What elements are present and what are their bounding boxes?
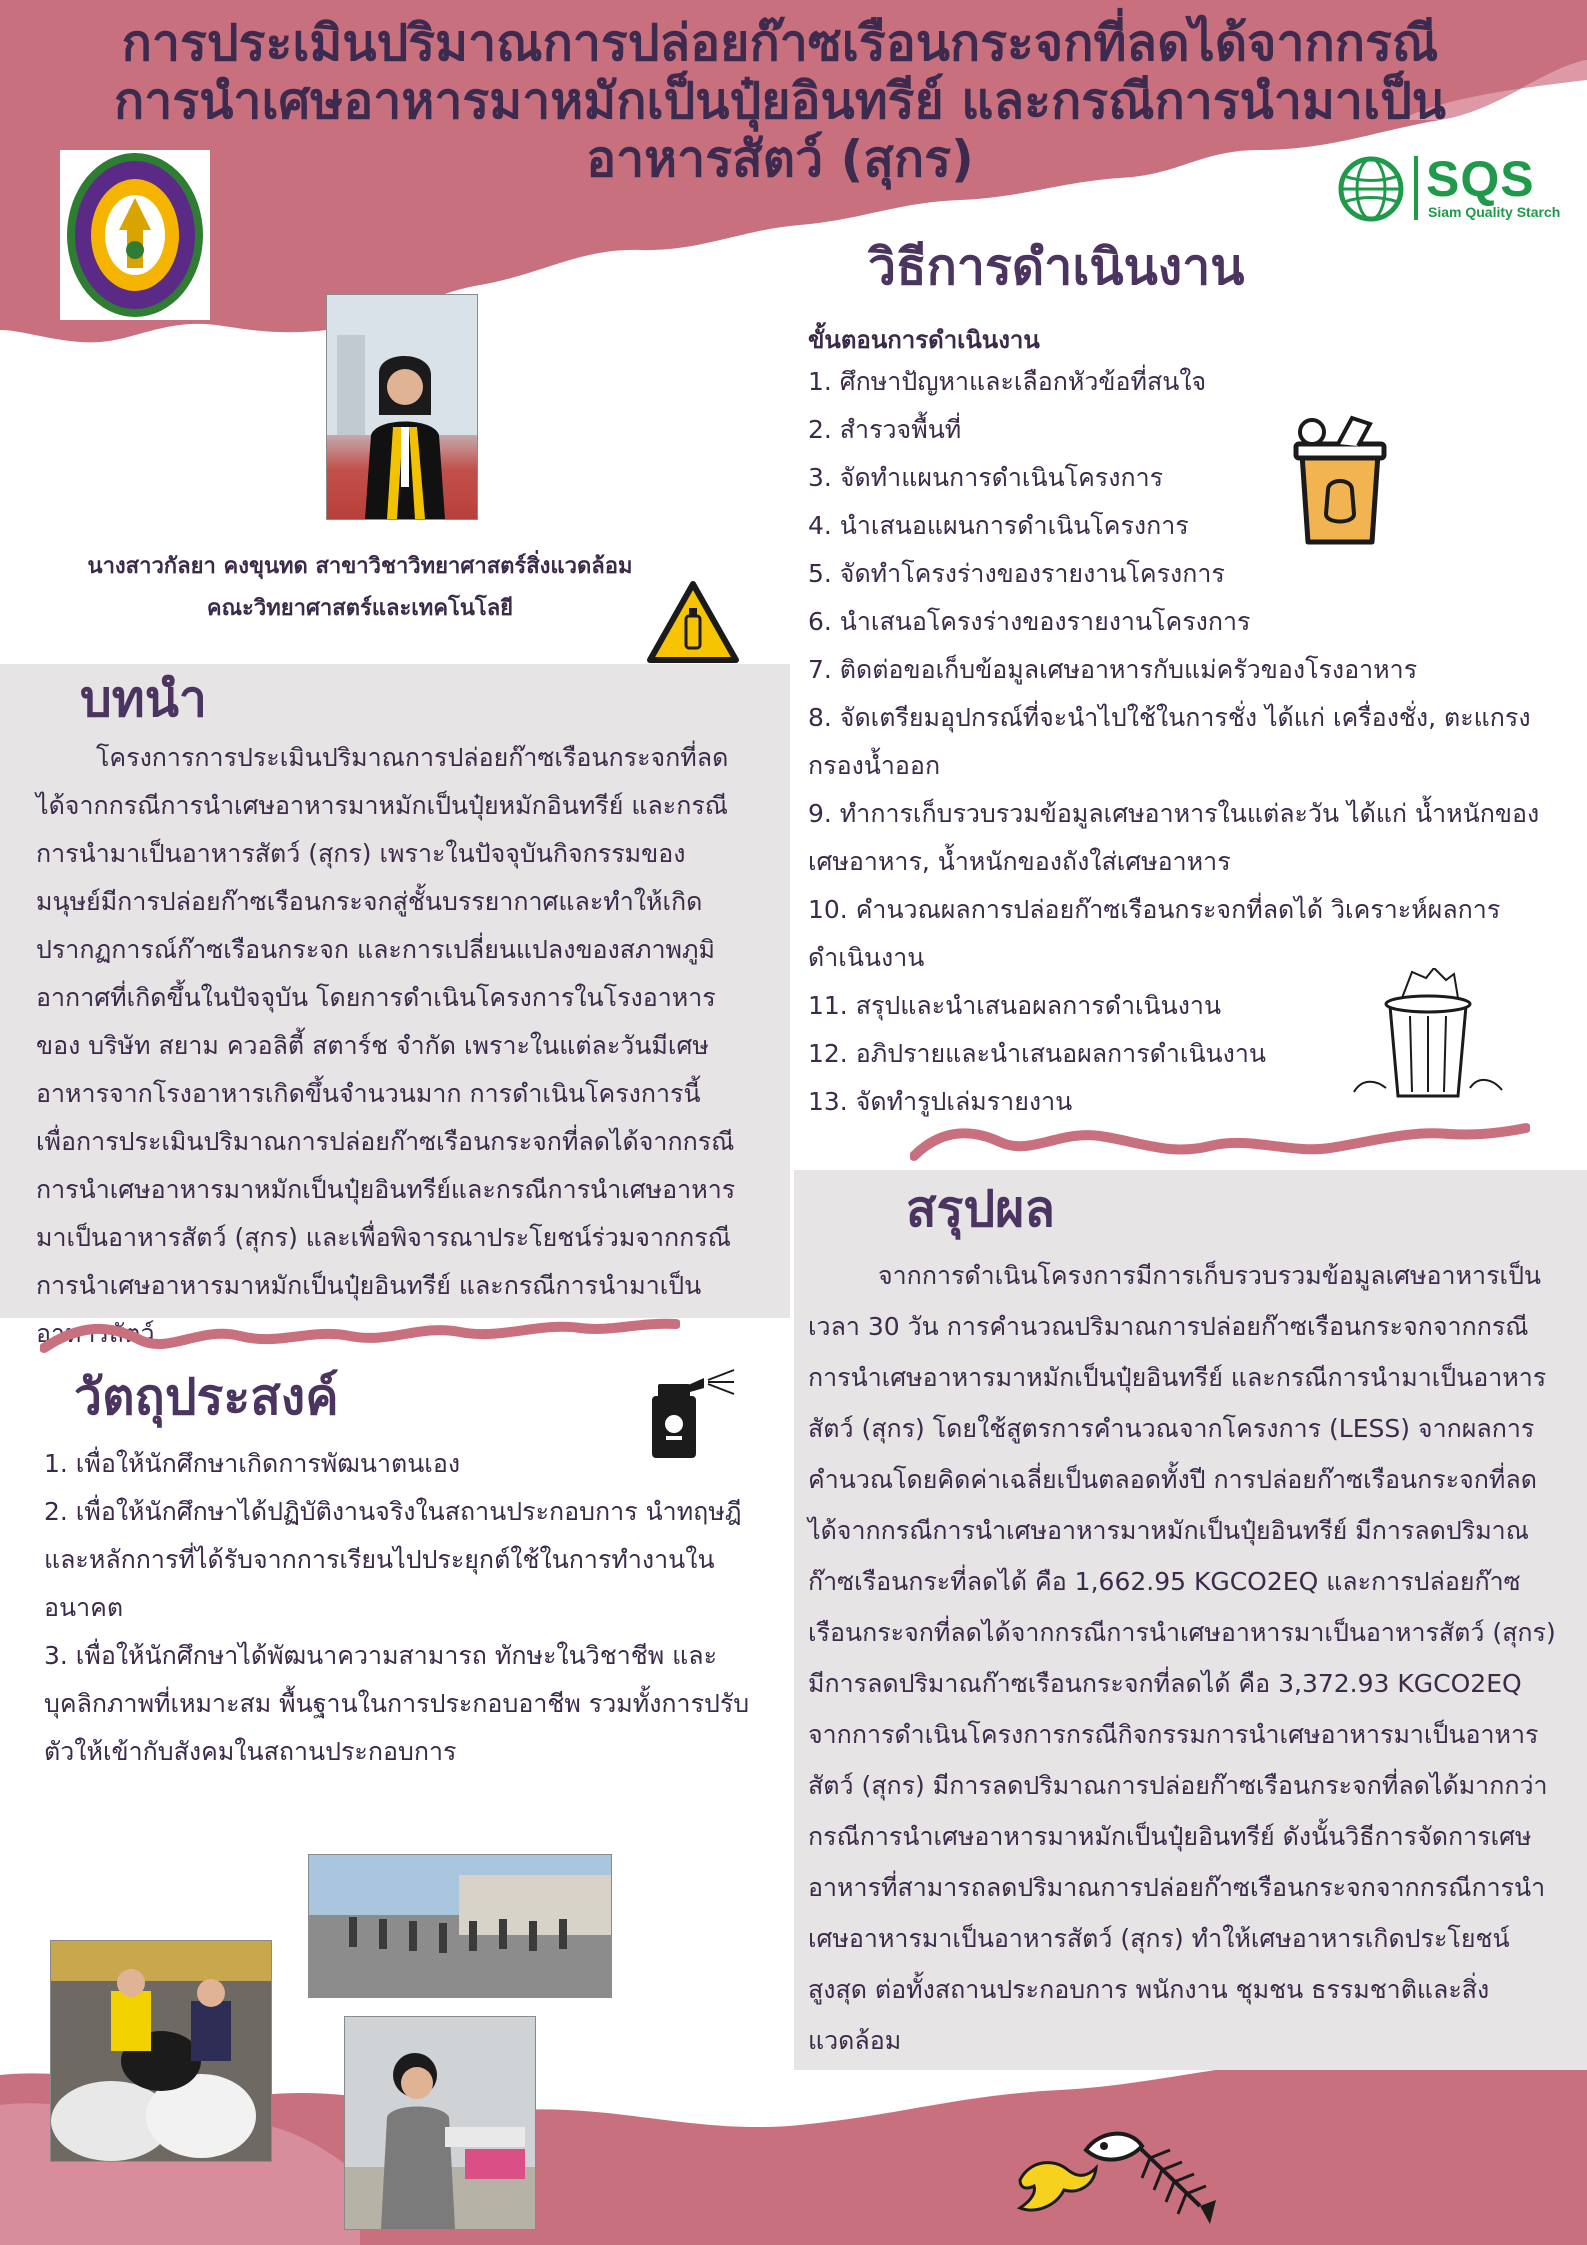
method-heading: วิธีการดำเนินงาน (868, 238, 1245, 296)
intro-heading: บทนำ (80, 670, 207, 728)
trash-can-sketch-icon (1346, 968, 1506, 1104)
method-step: 4. นำเสนอแผนการดำเนินโครงการ (808, 511, 1189, 540)
method-step: 13. จัดทำรูปเล่มรายงาน (808, 1087, 1073, 1116)
method-step: 10. คำนวณผลการปล่อยก๊าซเรือนกระจกที่ลดได้ วิเคราะห์ผลการดำเนินงาน (808, 895, 1501, 972)
objectives-list (44, 1440, 764, 1776)
method-step: 1. ศึกษาปัญหาและเลือกหัวข้อที่สนใจ (808, 367, 1207, 396)
author-photo (326, 294, 478, 520)
objectives-heading: วัตถุประสงค์ (74, 1368, 339, 1426)
method-step: 11. สรุปและนำเสนอผลการดำเนินงาน (808, 991, 1222, 1020)
wave-divider (40, 1318, 680, 1358)
method-step: 12. อภิปรายและนำเสนอผลการดำเนินงาน (808, 1039, 1266, 1068)
sqs-logo-text: SQS (1426, 151, 1535, 207)
method-subheading: ขั้นตอนการดำเนินงาน (808, 326, 1040, 354)
objective-item: 2. เพื่อให้นักศึกษาได้ปฏิบัติงานจริงในสถานประกอบการ นำทฤษฎีและหลักการที่ได้รับจากการเรียนไปประยุกต์ใช้ในการทำงานในอนาคต (44, 1497, 742, 1622)
method-step: 3. จัดทำแผนการดำเนินโครงการ (808, 463, 1164, 492)
conclusion-paragraph: จากการดำเนินโครงการมีการเก็บรวบรวมข้อมูลเศษอาหารเป็นเวลา 30 วัน การคำนวณปริมาณการปล่อยก๊าซเรือนกระจกจากกรณีการนำเศษอาหารมาหมักเป็นปุ๋ยอินทรีย์ และกรณีการนำมาเป็นอาหารสัตว์ (สุกร) โดยใช้สูตรการคำนวณจากโครงการ (LESS) จากผลการคำนวณโดยคิดค่าเฉลี่ยเป็นตลอดทั้งปี การปล่อยก๊าซเรือนกระจกที่ลดได้จากกรณีการนำเศษอาหารมาหมักเป็นปุ๋ยอินทรีย์ มีการลดปริมาณก๊าซเรือนกระที่ลดได้ คือ 1,662.95 KGCO2EQ และการปล่อยก๊าซเรือนกระจกที่ลดได้จากกรณีการนำเศษอาหารมาเป็นอาหารสัตว์ (สุกร) มีการลดปริมาณก๊าซเรือนกระจกที่ลดได้ คือ 3,372.93 KGCO2EQ จากการดำเนินโครงการกรณีกิจกรรมการนำเศษอาหารมาเป็นอาหารสัตว์ (สุกร) มีการลดปริมาณการปล่อยก๊าซเรือนกระจกที่ลดได้มากกว่า กรณีการนำเศษอาหารมาหมักเป็นปุ๋ยอินทรีย์ ดังนั้นวิธีการจัดการเศษอาหารที่สามารถลดปริมาณการปล่อยก๊าซเรือนกระจกจากกรณีการนำเศษอาหารมาเป็นอาหารสัตว์ (สุกร) ทำให้เศษอาหารเกิดประโยชน์สูงสุด ต่อทั้งสถานประกอบการ พนักงาน ชุมชน ธรรมชาติและสิ่งแวดล้อม (808, 1261, 1556, 2055)
site-photo-waste-bags (50, 1940, 272, 2162)
warning-triangle-icon (646, 580, 740, 664)
objective-item: 1. เพื่อให้นักศึกษาเกิดการพัฒนาตนเอง (44, 1449, 461, 1478)
university-logo-icon (60, 150, 210, 320)
author-name: นางสาวกัลยา คงขุนทด สาขาวิชาวิทยาศาสตร์สิ่งแวดล้อม (87, 554, 633, 579)
intro-paragraph: โครงการการประเมินปริมาณการปล่อยก๊าซเรือนกระจกที่ลดได้จากกรณีการนำเศษอาหารมาหมักเป็นปุ๋ยหมักอินทรีย์ และกรณีการนำมาเป็นอาหารสัตว์ (สุกร) เพราะในปัจจุบันกิจกรรมของมนุษย์มีการปล่อยก๊าซเรือนกระจกสู่ชั้นบรรยากาศและทำให้เกิดปรากฏการณ์ก๊าซเรือนกระจก และการเปลี่ยนแปลงของสภาพภูมิอากาศที่เกิดขึ้นในปัจจุบัน โดยการดำเนินโครงการในโรงอาหารของ บริษัท สยาม ควอลิตี้ สตาร์ช จำกัด เพราะในแต่ละวันมีเศษอาหารจากโรงอาหารเกิดขึ้นจำนวนมาก การดำเนินโครงการนี้เพื่อการประเมินปริมาณการปล่อยก๊าซเรือนกระจกที่ลดได้จากกรณีการนำเศษอาหารมาหมักเป็นปุ๋ยอินทรีย์และกรณีการนำเศษอาหารมาเป็นอาหารสัตว์ (สุกร) และเพื่อพิจารณาประโยชน์ร่วมจากกรณีการนำเศษอาหารมาหมักเป็นปุ๋ยอินทรีย์ และกรณีการนำมาเป็นอาหารสัตว์ (36, 743, 736, 1348)
sqs-globe-icon (1336, 154, 1406, 224)
author-faculty: คณะวิทยาศาสตร์และเทคโนโลยี (206, 596, 514, 621)
method-step: 8. จัดเตรียมอุปกรณ์ที่จะนำไปใช้ในการชั่ง ได้แก่ เครื่องชั่ง, ตะแกรงกรองน้ำออก (808, 703, 1531, 780)
fish-bone-icon (1080, 2120, 1220, 2230)
method-step: 7. ติดต่อขอเก็บข้อมูลเศษอาหารกับแม่ครัวของโรงอาหาร (808, 655, 1418, 684)
wave-divider (910, 1120, 1530, 1166)
objective-item: 3. เพื่อให้นักศึกษาได้พัฒนาความสามารถ ทักษะในวิชาชีพ และบุคลิกภาพที่เหมาะสม พื้นฐานในการประกอบอาชีพ รวมทั้งการปรับตัวให้เข้ากับสังคมในสถานประกอบการ (44, 1641, 750, 1766)
method-step: 2. สำรวจพื้นที่ (808, 415, 962, 444)
conclusion-heading: สรุปผล (906, 1180, 1056, 1238)
sqs-logo-subtext: Siam Quality Starch (1428, 204, 1561, 220)
method-step: 9. ทำการเก็บรวบรวมข้อมูลเศษอาหารในแต่ละวัน ได้แก่ น้ำหนักของเศษอาหาร, น้ำหนักของถังใส่เศษอาหาร (808, 799, 1540, 876)
method-step: 5. จัดทำโครงร่างของรายงานโครงการ (808, 559, 1225, 588)
method-step: 6. นำเสนอโครงร่างของรายงานโครงการ (808, 607, 1251, 636)
site-photo-crowd (308, 1854, 612, 1998)
site-photo-weighing (344, 2016, 536, 2230)
poster-title: การประเมินปริมาณการปล่อยก๊าซเรือนกระจกที่ลดได้จากกรณีการนำเศษอาหารมาหมักเป็นปุ๋ยอินทรีย์ และกรณีการนำมาเป็นอาหารสัตว์ (สุกร) (114, 14, 1446, 188)
sqs-logo (1336, 151, 1561, 226)
